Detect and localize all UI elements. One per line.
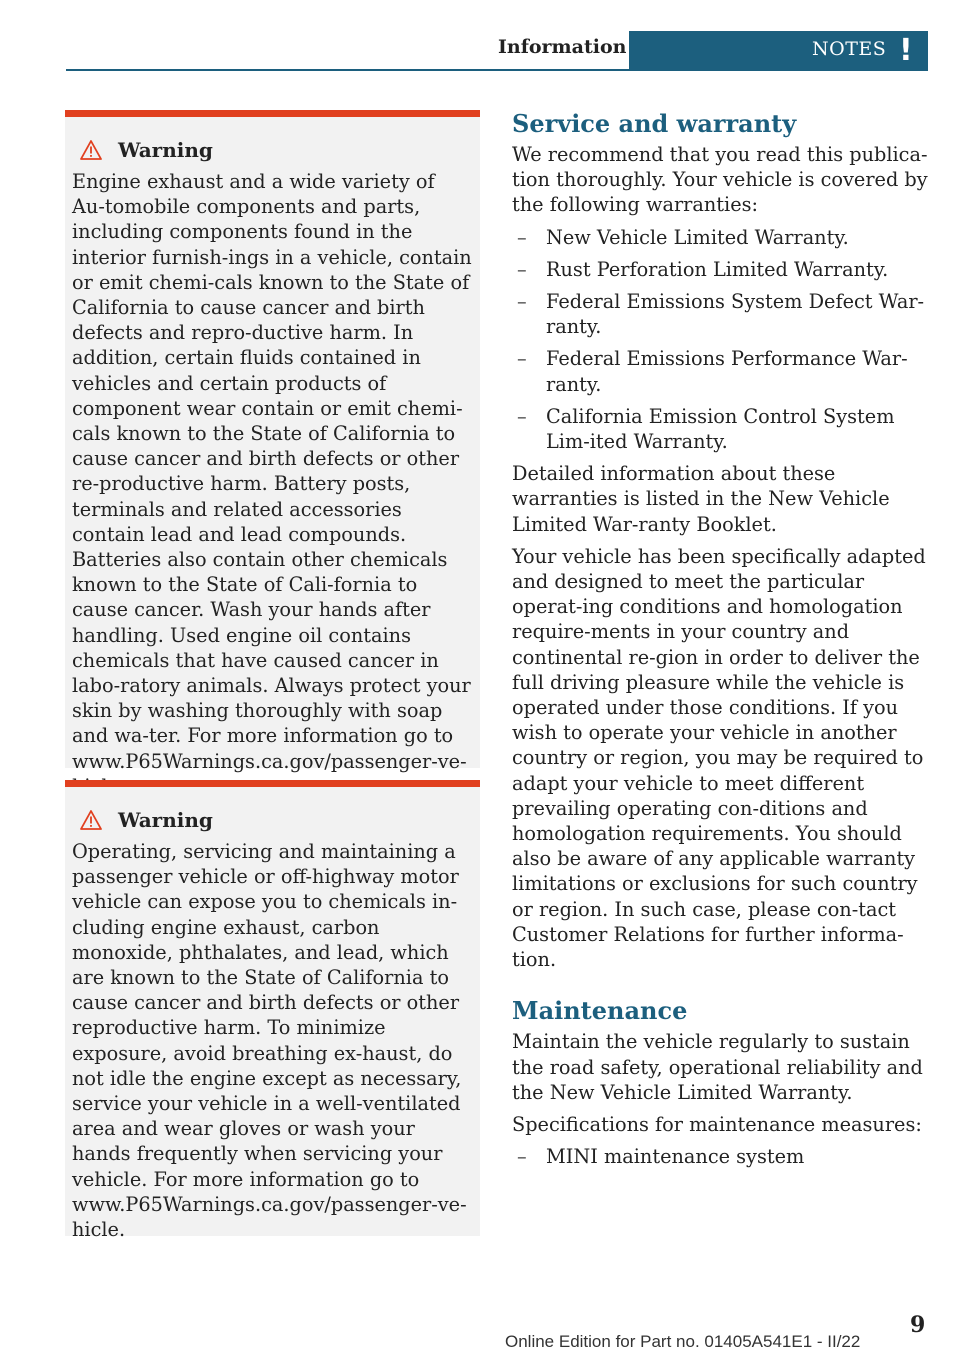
dash-marker: – bbox=[517, 1145, 527, 1169]
maintenance-specs-paragraph: Specifications for maintenance measures: bbox=[512, 1112, 922, 1136]
warranty-list bbox=[512, 225, 930, 455]
warning-label: Warning bbox=[118, 808, 213, 832]
list-item: – California Emission Control System Lim-ited Warranty. bbox=[517, 404, 895, 454]
header-tab-notes bbox=[629, 31, 928, 71]
service-warranty-heading: Service and warranty bbox=[512, 109, 797, 138]
header-section-title: Information bbox=[498, 36, 627, 58]
service-intro: We recommend that you read this publica-tion thoroughly. Your vehicle is covered by the following warranties: bbox=[512, 143, 928, 217]
warning-box-servicing bbox=[65, 780, 480, 1242]
warning-box-exhaust bbox=[65, 110, 480, 773]
warning-label: Warning bbox=[118, 138, 213, 162]
warning-title-row bbox=[72, 135, 472, 165]
list-item: – Federal Emissions Performance War-ranty. bbox=[517, 347, 908, 396]
maintenance-paragraph: Maintain the vehicle regularly to sustain the road safety, operational reliability and the New Vehicle Limited Warranty. bbox=[512, 1030, 923, 1104]
warning-text: Operating, servicing and maintaining a passenger vehicle or off-highway motor vehicle can expose you to chemicals in-cluding engine exhaust, carbon monoxide, phthalates, and lead, which are known to the State of California to cause cancer and birth defects or other reproductive harm. To minimize exposure, avoid breathing ex-haust, do not idle the engine except as necessary, service your vehicle in a well-ventilated area and wear gloves or wash your hands frequently when servicing your vehicle. For more information go to www.P65Warnings.ca.gov/passenger-ve-hicle. bbox=[72, 840, 467, 1242]
maintenance-heading: Maintenance bbox=[512, 996, 688, 1026]
maintenance-list bbox=[512, 1144, 930, 1169]
dash-marker: – bbox=[517, 225, 527, 249]
header-rule bbox=[66, 69, 928, 71]
dash-marker: – bbox=[517, 404, 527, 428]
warranty-booklet-paragraph: Detailed information about these warranties is listed in the New Vehicle Limited War-ranty Booklet. bbox=[512, 462, 890, 536]
dash-marker: – bbox=[517, 347, 527, 371]
header-tab-label: NOTES bbox=[812, 38, 887, 60]
list-item: – New Vehicle Limited Warranty. bbox=[517, 225, 849, 249]
footer-edition: Online Edition for Part no. 01405A541E1 - II/22 bbox=[505, 1332, 861, 1351]
exclamation-icon: ! bbox=[899, 33, 913, 68]
warning-title-row bbox=[72, 805, 472, 835]
section-spacer bbox=[512, 979, 930, 993]
warning-triangle-icon bbox=[80, 140, 102, 160]
page-number: 9 bbox=[910, 1312, 926, 1338]
list-item: – Rust Perforation Limited Warranty. bbox=[517, 257, 889, 281]
warning-text: Engine exhaust and a wide variety of Au-tomobile components and parts, including components found in the interior furnish-ings in a vehicle, contain or emit chemi-cals known to the State of California to cause cancer and birth defects and repro-ductive harm. In addition, certain fluids contained in vehicles and certain products of component wear contain or emit chemi-cals known to the State of California to cause cancer and birth defects or other re-productive harm. Battery posts, terminals and related accessories contain lead and lead compounds. Batteries also contain other chemicals known to the State of Cali-fornia to cause cancer. Wash your hands after handling. Used engine oil contains chemicals that have caused cancer in labo-ratory animals. Always protect your skin by washing thoroughly with soap and wa-ter. For more information go to www.P65Warnings.ca.gov/passenger-ve- bbox=[72, 170, 472, 773]
dash-marker: – bbox=[517, 257, 527, 281]
list-item: – MINI maintenance system bbox=[517, 1145, 805, 1169]
vehicle-adaptation-paragraph: Your vehicle has been specifically adapted and designed to meet the particular operat-ing conditions and homologation require-ments in your country and continental re-gion in order to deliver the full driving pleasure while the vehicle is operated under those conditions. If you wish to operate your vehicle in another country or region, you may be required to adapt your vehicle to meet different prevailing operating con-ditions and homologation requirements. You should also be aware of any applicable warranty limitations or exclusions for such country or region. In such case, please con-tact Customer Relations for further informa-tion. bbox=[512, 544, 926, 972]
list-item: – Federal Emissions System Defect War-ranty. bbox=[517, 290, 925, 339]
dash-marker: – bbox=[517, 290, 527, 314]
warning-triangle-icon bbox=[80, 810, 102, 830]
right-column bbox=[512, 106, 930, 1176]
